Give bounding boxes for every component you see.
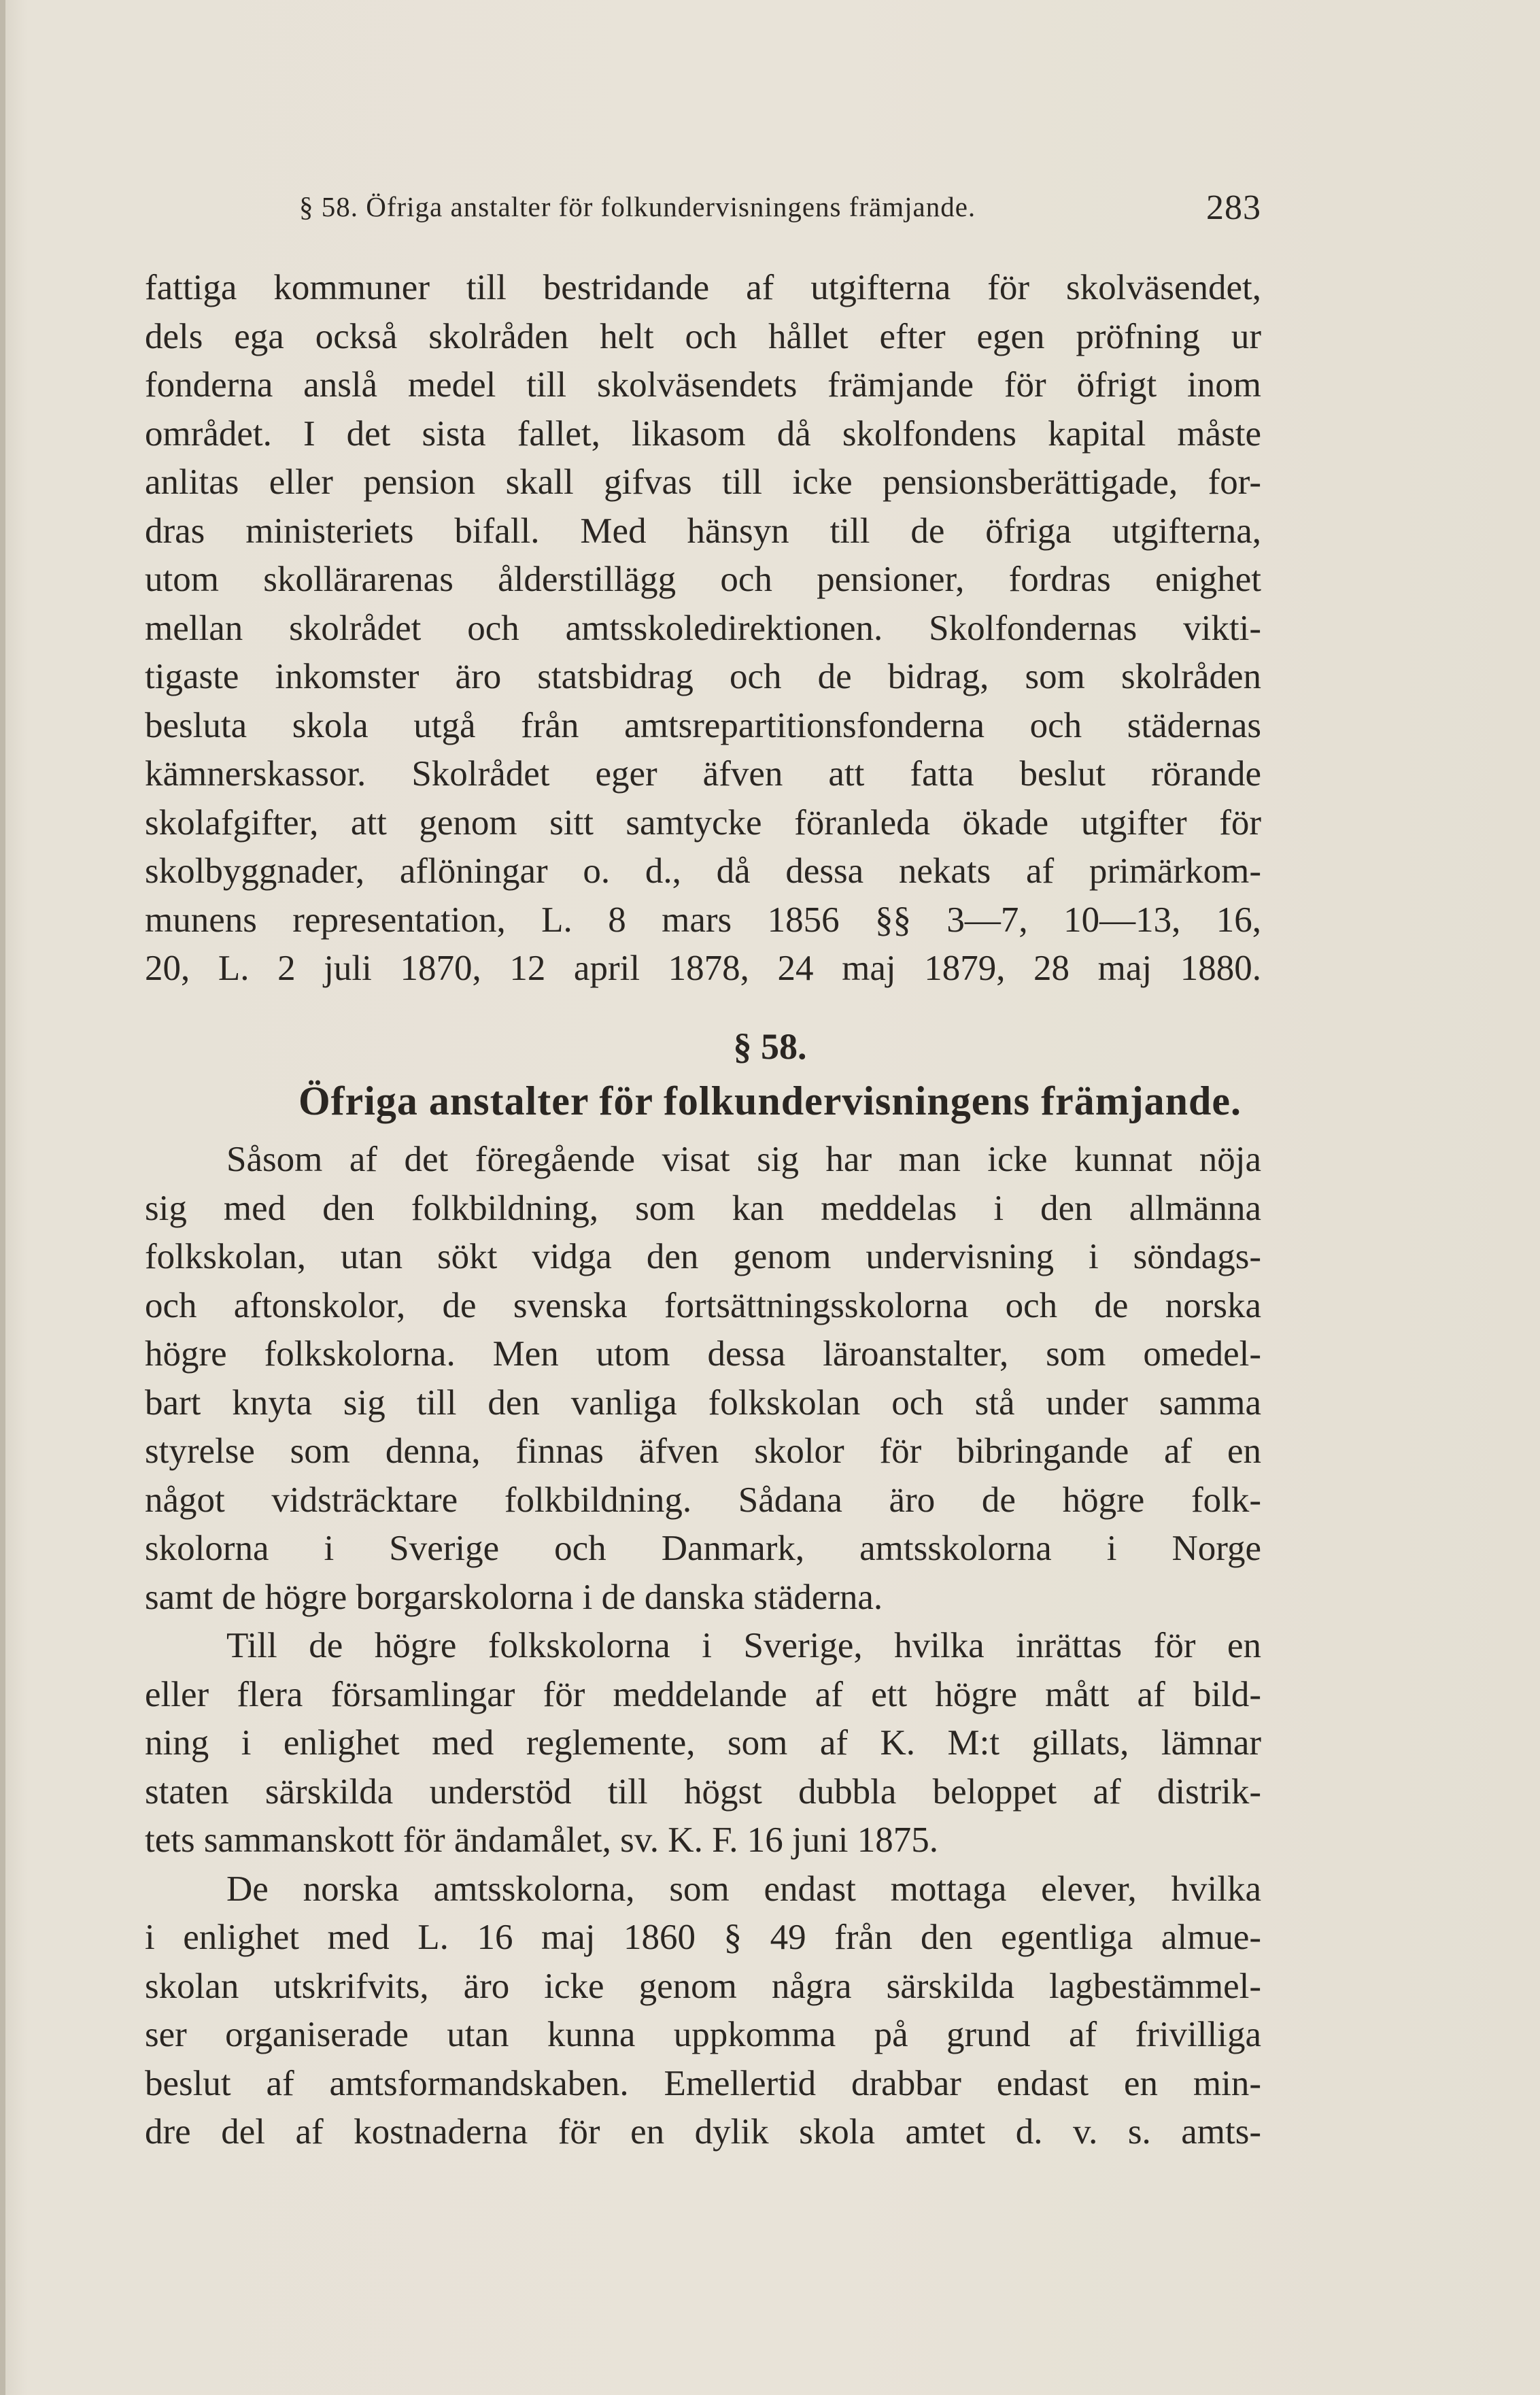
text-line: anlitas eller pension skall gifvas till icke pensionsberättigade, for- [145,462,1261,502]
text-line: något vidsträcktare folkbildning. Sådana äro de högre folk- [145,1480,1261,1520]
text-line: dre del af kostnaderna för en dylik skola amtet d. v. s. amts- [145,2112,1261,2152]
section-number: § 58. [733,1026,807,1067]
text-line: dels ega också skolråden helt och hållet efter egen pröfning ur [145,316,1261,356]
text-line: fonderna anslå medel till skolväsendets främjande för öfrigt inom [145,365,1261,405]
text-line: skolafgifter, att genom sitt samtycke föranleda ökade utgifter för [145,802,1261,843]
text-line: munens representation, L. 8 mars 1856 §§ 3—7, 10—13, 16, [145,900,1261,940]
text-line: och aftonskolor, de svenska fortsättningsskolorna och de norska [145,1285,1261,1325]
text-line: De norska amtsskolorna, som endast mottaga elever, hvilka [226,1869,1261,1909]
text-line: folkskolan, utan sökt vidga den genom undervisning i söndags- [145,1237,1261,1276]
page-number: 283 [1206,188,1261,227]
text-line: ser organiserade utan kunna uppkomma på grund af frivilliga [145,2015,1261,2054]
text-line: 20, L. 2 juli 1870, 12 april 1878, 24 maj 1879, 28 maj 1880. [145,949,1261,988]
text-line: staten särskilda understöd till högst dubbla beloppet af distrik- [145,1771,1261,1812]
text-line: besluta skola utgå från amtsrepartitionsfonderna och städernas [145,705,1261,745]
text-line: Såsom af det föregående visat sig har man icke kunnat nöja [226,1140,1261,1179]
text-line: Till de högre folkskolorna i Sverige, hvilka inrättas för en [226,1626,1261,1665]
running-header [299,184,1261,227]
text-line: i enlighet med L. 16 maj 1860 § 49 från den egentliga almue- [145,1918,1261,1957]
text-line: bart knyta sig till den vanliga folkskolan och stå under samma [145,1382,1261,1423]
text-line: beslut af amtsformandskaben. Emellertid drabbar endast en min- [145,2063,1261,2103]
text-line: området. I det sista fallet, likasom då skolfondens kapital måste [145,413,1261,454]
page-edge [0,0,5,2395]
text-line: ning i enlighet med reglemente, som af K. M:t gillats, lämnar [145,1723,1261,1763]
text-line: skolorna i Sverige och Danmark, amtsskolorna i Norge [145,1529,1261,1568]
running-header-title: § 58. Öfriga anstalter för folkundervisningens främjande. [299,191,976,222]
text-line: dras ministeriets bifall. Med hänsyn till de öfriga utgifterna, [145,511,1261,551]
text-line: samt de högre borgarskolorna i de danska städerna. [145,1577,883,1617]
text-line: skolan utskrifvits, äro icke genom några särskilda lagbestämmel- [145,1966,1261,2006]
text-line: kämnerskassor. Skolrådet eger äfven att fatta beslut rörande [145,754,1261,794]
text-line: fattiga kommuner till bestridande af utgifterna för skolväsendet, [145,268,1261,307]
text-line: styrelse som denna, finnas äfven skolor för bibringande af en [145,1431,1261,1471]
text-line: sig med den folkbildning, som kan meddelas i den allmänna [145,1188,1261,1228]
text-line: tigaste inkomster äro statsbidrag och de bidrag, som skolråden [145,657,1261,696]
text-line: skolbyggnader, aflöningar o. d., då dessa nekats af primärkom- [145,851,1261,891]
paragraph-continued [145,264,1261,993]
text-line: mellan skolrådet och amtsskoledirektionen. Skolfondernas vikti- [145,608,1261,648]
section-body [145,1136,1261,2157]
text-line: utom skollärarenas ålderstillägg och pensioner, fordras enighet [145,560,1261,599]
section-heading: Öfriga anstalter för folkundervisningens främjande. [298,1078,1242,1123]
text-line: högre folkskolorna. Men utom dessa läroanstalter, som omedel- [145,1334,1261,1374]
text-line: eller flera församlingar för meddelande af ett högre mått af bild- [145,1674,1261,1714]
text-line: tets sammanskott för ändamålet, sv. K. F. 16 juni 1875. [145,1820,939,1860]
